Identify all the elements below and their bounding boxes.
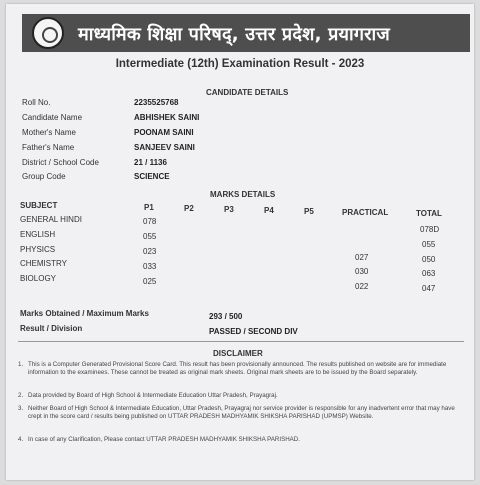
disclaimer-item-text: Neither Board of High School & Intermediate Education, Uttar Pradesh, Prayagraj nor service provider is responsible for any inadvertent error that may have crept in the score card / results being published on UTTAR PRADESH MADHYAMIK SHIKSHA PARISHAD (UPMSP) Website.	[28, 405, 455, 420]
marks-obtained-label: Marks Obtained / Maximum Marks	[20, 309, 149, 318]
disclaimer-item-number: 3.	[18, 405, 24, 412]
divider	[18, 341, 464, 342]
father-name-label: Father's Name	[22, 143, 75, 152]
disclaimer-item	[18, 405, 458, 421]
table-cell-total: 047	[422, 284, 436, 293]
group-code-value: SCIENCE	[134, 172, 170, 181]
table-row-subject: CHEMISTRY	[20, 259, 67, 268]
table-cell-practical: 030	[355, 267, 369, 276]
table-cell-total: 063	[422, 269, 436, 278]
result-division-label: Result / Division	[20, 324, 83, 333]
col-p1: P1	[144, 203, 154, 212]
table-cell-practical: 027	[355, 253, 369, 262]
table-cell-total: 050	[422, 255, 436, 264]
disclaimer-item-number: 1.	[18, 361, 24, 368]
disclaimer-item-number: 4.	[18, 436, 24, 443]
table-cell-p1: 025	[143, 277, 157, 286]
col-p5: P5	[304, 207, 314, 216]
col-practical: PRACTICAL	[342, 208, 389, 217]
table-cell-practical: 022	[355, 282, 369, 291]
marks-details-heading: MARKS DETAILS	[210, 190, 276, 199]
disclaimer-heading: DISCLAIMER	[213, 349, 263, 358]
table-row-subject: GENERAL HINDI	[20, 215, 82, 224]
table-cell-p1: 078	[143, 217, 157, 226]
header-banner	[22, 14, 470, 52]
table-cell-total: 078D	[420, 225, 440, 234]
table-cell-p1: 023	[143, 247, 157, 256]
district-school-value: 21 / 1136	[134, 158, 167, 167]
table-cell-p1: 055	[143, 232, 157, 241]
district-school-label: District / School Code	[22, 158, 99, 167]
table-row-subject: PHYSICS	[20, 245, 56, 254]
col-total: TOTAL	[416, 209, 442, 218]
col-p4: P4	[264, 206, 274, 215]
col-p2: P2	[184, 204, 194, 213]
table-cell-total: 055	[422, 240, 436, 249]
header-title: माध्यमिक शिक्षा परिषद्, उत्तर प्रदेश, प्रयागराज	[78, 24, 390, 45]
roll-no-value: 2235525768	[134, 98, 179, 107]
disclaimer-item-number: 2.	[18, 392, 24, 399]
board-logo-icon	[32, 17, 64, 49]
col-p3: P3	[224, 205, 234, 214]
mother-name-value: POONAM SAINI	[134, 128, 194, 137]
disclaimer-item-text: In case of any Clarification, Please contact UTTAR PRADESH MADHYAMIK SHIKSHA PARISHAD.	[28, 436, 300, 443]
roll-no-label: Roll No.	[22, 98, 51, 107]
candidate-name-label: Candidate Name	[22, 113, 83, 122]
father-name-value: SANJEEV SAINI	[134, 143, 195, 152]
group-code-label: Group Code	[22, 172, 66, 181]
candidate-details-heading: CANDIDATE DETAILS	[206, 88, 289, 97]
mother-name-label: Mother's Name	[22, 128, 76, 137]
disclaimer-item	[18, 392, 458, 400]
disclaimer-item	[18, 361, 458, 377]
table-cell-p1: 033	[143, 262, 157, 271]
candidate-name-value: ABHISHEK SAINI	[134, 113, 200, 122]
table-row-subject: BIOLOGY	[20, 274, 57, 283]
disclaimer-item	[18, 436, 458, 444]
exam-title: Intermediate (12th) Examination Result - 2023	[115, 58, 365, 70]
table-row-subject: ENGLISH	[20, 230, 56, 239]
marks-obtained-value: 293 / 500	[209, 312, 243, 321]
result-division-value: PASSED / SECOND DIV	[209, 327, 298, 336]
disclaimer-item-text: This is a Computer Generated Provisional Score Card. This result has been provisionally announced. The results published on website are for immediate information to the examinees. These cannot be treated as original mark sheets. Original mark sheets are to be issued by the Board separately.	[28, 361, 447, 376]
col-subject: SUBJECT	[20, 201, 58, 210]
disclaimer-item-text: Data provided by Board of High School & Intermediate Education Uttar Pradesh, Prayagraj.	[28, 392, 278, 399]
